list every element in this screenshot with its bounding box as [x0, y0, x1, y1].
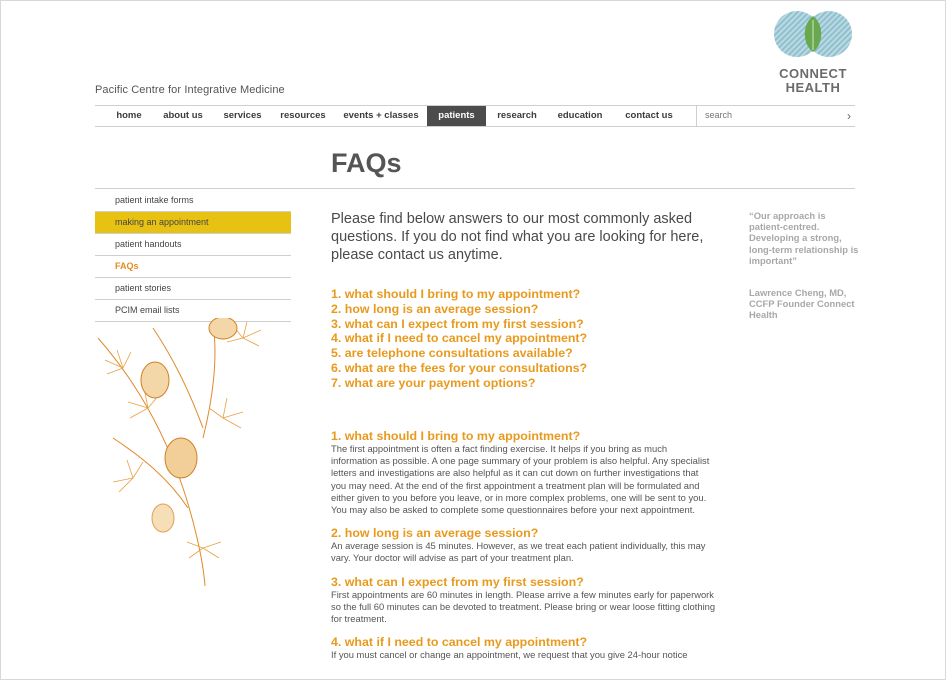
leaf-logo-icon	[770, 10, 856, 62]
faq-answers	[331, 429, 716, 671]
logo-text-line1: CONNECT	[779, 66, 847, 81]
sidebar-item-patient-handouts[interactable]: patient handouts	[95, 234, 291, 256]
faq-question-link[interactable]: 3. what can I expect from my first session?	[331, 316, 584, 331]
faq-question-link[interactable]: 1. what should I bring to my appointment?	[331, 287, 581, 301]
sidebar-item-patient-intake-forms[interactable]: patient intake forms	[95, 190, 291, 212]
faq-answer-body: First appointments are 60 minutes in length. Please arrive a few minutes early for paperwork so the full 60 minutes can be devoted to treatment. Please bring or wear loose fitting clothing for treatment.	[331, 588, 716, 625]
sidebar-item-pcim-email-lists[interactable]: PCIM email lists	[95, 300, 291, 322]
faq-answer-heading: 2. how long is an average session?	[331, 526, 539, 541]
faq-answer-heading: 1. what should I bring to my appointment?	[331, 429, 581, 443]
faq-answer-body: The first appointment is often a fact finding exercise. It helps if you bring as much information as possible. A one page summary of your problem is also helpful. Any specialist letters and investigations are also helpful as it can cut down on further investigations that you may need. At the end of the first appointment a treatment plan will be formulated and either given to you before you leave, or in more complex problems, one will be sent to you. You may also be asked to complete some questionnaires before your next appointment.	[331, 443, 710, 516]
faq-question-link[interactable]: 6. what are the fees for your consultations?	[331, 360, 588, 375]
org-name: Pacific Centre for Integrative Medicine	[95, 84, 285, 96]
search-box	[696, 106, 856, 126]
search-submit-icon[interactable]: ›	[847, 109, 851, 123]
connect-health-logo[interactable]	[770, 10, 856, 95]
page-title: FAQs	[331, 148, 402, 178]
nav-events-classes[interactable]: events + classes	[343, 110, 419, 121]
nav-services[interactable]: services	[223, 110, 262, 121]
nav-education[interactable]: education	[557, 110, 603, 121]
sidebar-item-making-an-appointment[interactable]: making an appointment	[95, 212, 291, 234]
testimonial-attribution: Lawrence Cheng, MD, CCFP Founder Connect Health	[749, 287, 855, 321]
faq-answer-body: An average session is 45 minutes. However, as we treat each patient individually, this may vary. Your doctor will advise as part of your treatment plan.	[331, 540, 706, 564]
nav-home[interactable]: home	[116, 110, 142, 121]
pine-branch-illustration	[93, 318, 268, 588]
nav-patients[interactable]: patients	[427, 106, 486, 126]
faq-answer-heading: 4. what if I need to cancel my appointment?	[331, 635, 588, 650]
nav-about-us[interactable]: about us	[163, 110, 203, 121]
nav-contact-us[interactable]: contact us	[625, 110, 673, 121]
faq-question-link[interactable]: 2. how long is an average session?	[331, 301, 539, 316]
sidebar-nav	[95, 190, 291, 322]
nav-resources[interactable]: resources	[280, 110, 326, 121]
faq-question-list	[331, 287, 731, 391]
sidebar-item-patient-stories[interactable]: patient stories	[95, 278, 291, 300]
testimonial-quote: “Our approach is patient-centred. Developing a strong, long-term relationship is important”	[749, 210, 859, 266]
nav-research[interactable]: research	[497, 110, 537, 121]
logo-text-line2: HEALTH	[785, 80, 841, 95]
faq-question-link[interactable]: 7. what are your payment options?	[331, 375, 536, 390]
main-nav	[95, 105, 855, 127]
title-divider	[95, 188, 855, 189]
sidebar-item-faqs[interactable]: FAQs	[95, 256, 291, 278]
faq-question-link[interactable]: 4. what if I need to cancel my appointment?	[331, 331, 588, 346]
faq-question-link[interactable]: 5. are telephone consultations available?	[331, 346, 573, 361]
faq-answer-heading: 3. what can I expect from my first session?	[331, 574, 584, 589]
search-input[interactable]	[705, 110, 825, 120]
intro-text: Please find below answers to our most commonly asked questions. If you do not find what you are looking for here, please contact us anytime.	[331, 211, 704, 263]
faq-answer-body: If you must cancel or change an appointment, we request that you give 24-hour notice	[331, 649, 688, 661]
